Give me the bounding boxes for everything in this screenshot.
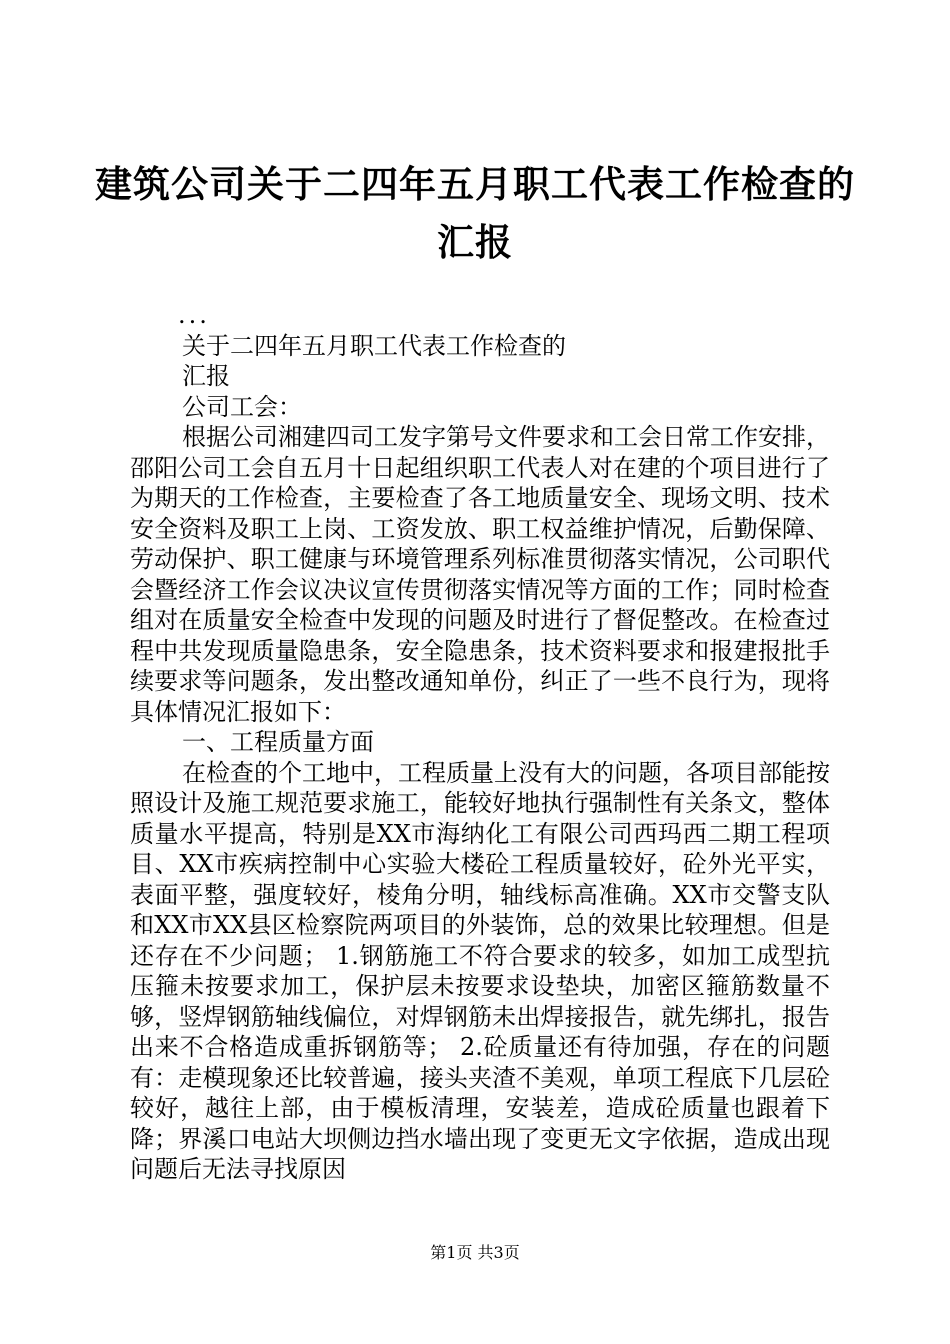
document-title-line1: 建筑公司关于二四年五月职工代表工作检查的 bbox=[95, 162, 855, 206]
heading-line1: 关于二四年五月职工代表工作检查的 bbox=[182, 331, 566, 360]
salutation: 公司工会： bbox=[182, 392, 302, 421]
ellipsis-marker: ... bbox=[178, 301, 210, 329]
page-footer: 第1页 共3页 bbox=[430, 1243, 520, 1262]
paragraph-quality: 在检查的个工地中，工程质量上没有大的问题，各项目部能按照设计及施工规范要求施工，能较好地执行强制性有关条文，整体质量水平提高，特别是XX市海纳化工有限公司西玛西二期工程项目、XX市疾病控制中心实验大楼砼工程质量较好，砼外光平实，表面平整，强度较好，棱角分明，轴线标高准确。XX市交警支队和XX市XX县区检察院两项目的外装饰，总的效果比较理想。但是还存在不少问题； 1.钢筋施工不符合要求的较多，如加工成型抗压箍未按要求加工，保护层未按要求设垫块，加密区箍筋数量不够，竖焊钢筋轴线偏位，对焊钢筋未出焊接报告，就先绑扎，报告出来不合格造成重拆钢筋等； 2.砼质量还有待加强，存在的问题有：走模现象还比较普遍，接头夹渣不美观，单项工程底下几层砼较好，越往上部，由于模板清理，安装差，造成砼质量也跟着下降；界溪口电站大坝侧边挡水墙出现了变更无文字依据，造成出现问题后无法寻找原因 bbox=[130, 758, 830, 1183]
document-title-line2: 汇报 bbox=[437, 220, 513, 264]
section-heading-quality: 一、工程质量方面 bbox=[182, 728, 374, 756]
document-body bbox=[130, 300, 830, 1185]
paragraph-intro: 根据公司湘建四司工发字第号文件要求和工会日常工作安排，邵阳公司工会自五月十日起组织职工代表人对在建的个项目进行了为期天的工作检查，主要检查了各工地质量安全、现场文明、技术安全资料及职工上岗、工资发放、职工权益维护情况，后勤保障、劳动保护、职工健康与环境管理系列标准贯彻落实情况，公司职代会暨经济工作会议决议宣传贯彻落实情况等方面的工作；同时检查组对在质量安全检查中发现的问题及时进行了督促整改。在检查过程中共发现质量隐患条，安全隐患条，技术资料要求和报建报批手续要求等问题条，发出整改通知单份，纠正了一些不良行为，现将具体情况汇报如下： bbox=[130, 423, 830, 726]
heading-line2: 汇报 bbox=[182, 362, 230, 390]
